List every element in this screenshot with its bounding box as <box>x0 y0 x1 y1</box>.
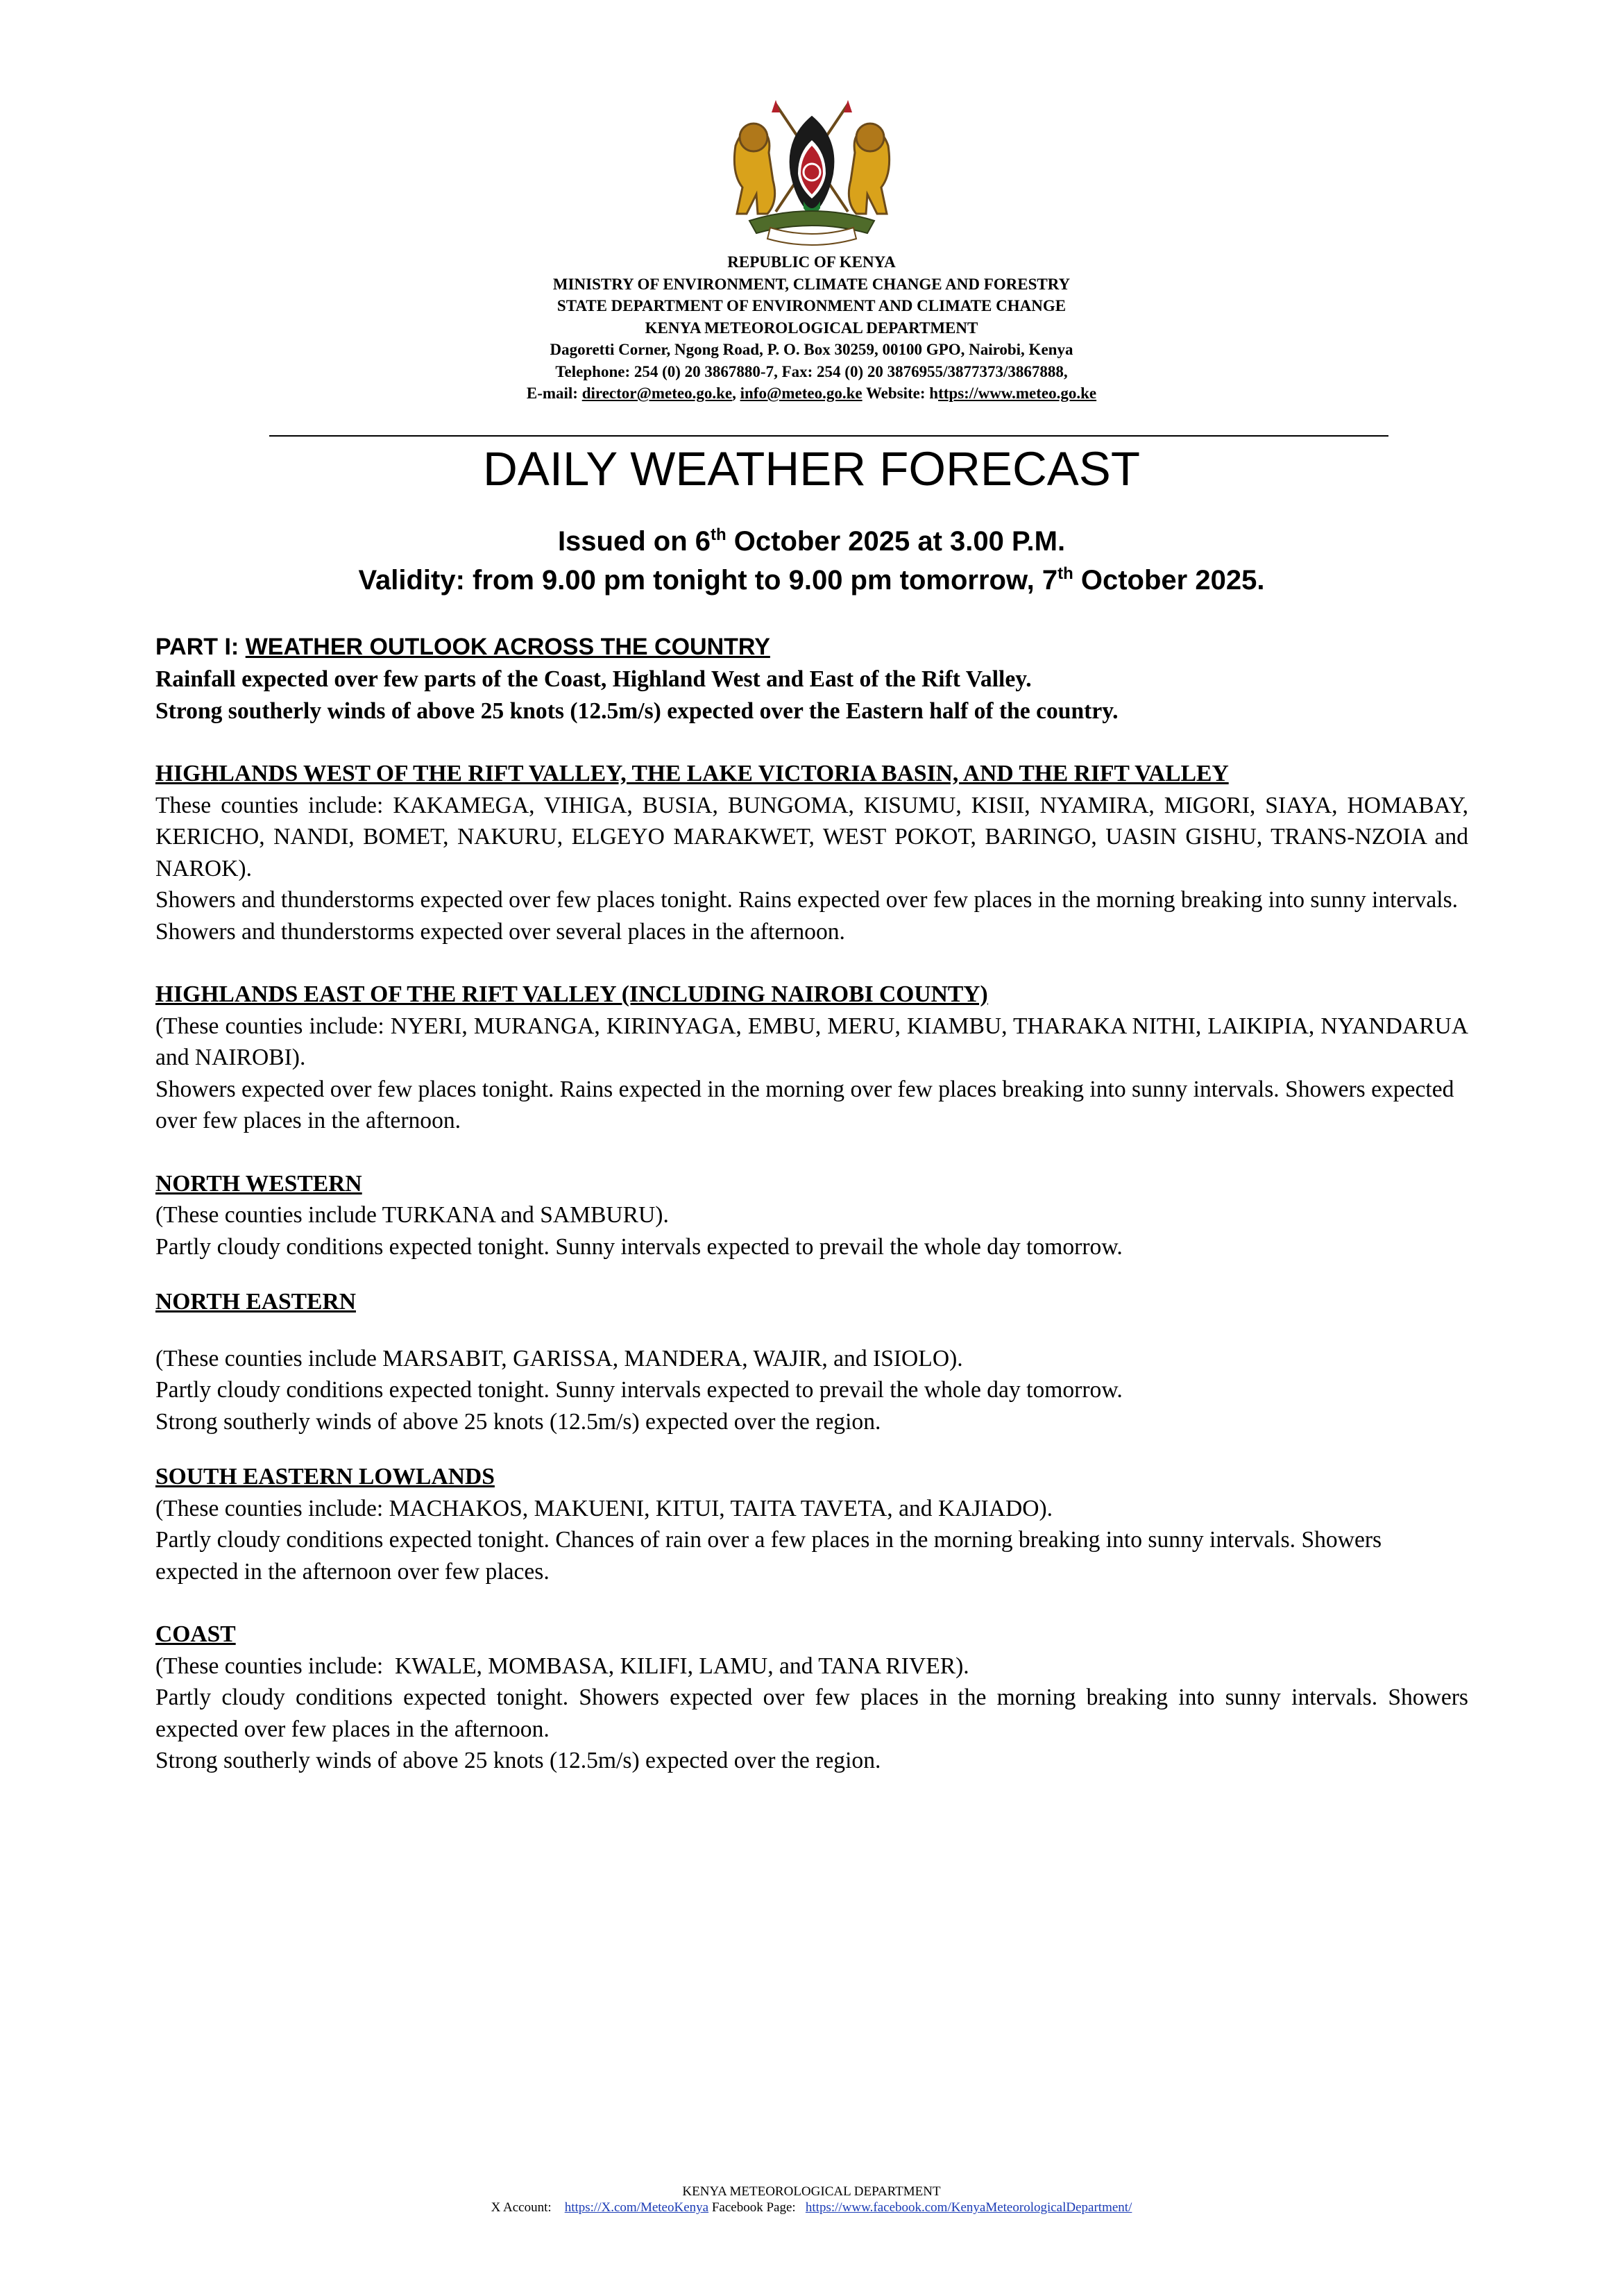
region-forecast-south-eastern: Partly cloudy conditions expected tonight. Chances of rain over a few places in the morning breaking into sunny intervals. Showers expected in the afternoon over few places. <box>155 1527 1382 1585</box>
issued-date: Issued on 6th October 2025 at 3.00 P.M. <box>557 525 1066 557</box>
footer-department: KENYA METEOROLOGICAL DEPARTMENT <box>682 2184 941 2199</box>
region-heading-coast: COAST <box>155 1621 236 1647</box>
header-contacts: E-mail: director@meteo.go.ke, info@meteo.go.ke Website: https://www.meteo.go.ke <box>526 385 1097 402</box>
region-heading-west: HIGHLANDS WEST OF THE RIFT VALLEY, THE LAKE VICTORIA BASIN, AND THE RIFT VALLEY <box>155 761 1229 786</box>
document-title: DAILY WEATHER FORECAST <box>483 442 1140 496</box>
facebook-link[interactable]: https://www.facebook.com/KenyaMeteorologicalDepartment/ <box>805 2200 1132 2215</box>
region-winds-coast: Strong southerly winds of above 25 knots (12.5m/s) expected over the region. <box>155 1748 881 1773</box>
region-heading-north-eastern: NORTH EASTERN <box>155 1289 356 1315</box>
part1-summary-winds: Strong southerly winds of above 25 knots (12.5m/s) expected over the Eastern half of the country. <box>155 698 1119 724</box>
letterhead <box>0 251 1623 405</box>
website-link[interactable]: ttps://www.meteo.go.ke <box>938 385 1097 402</box>
region-forecast-west: Showers and thunderstorms expected over few places tonight. Rains expected over few places in the morning breaking into sunny intervals. Showers and thunderstorms expected over several places in the afternoon. <box>155 887 1459 945</box>
region-counties-north-eastern: (These counties include MARSABIT, GARISSA, MANDERA, WAJIR, and ISIOLO). <box>155 1345 963 1371</box>
header-ministry: MINISTRY OF ENVIRONMENT, CLIMATE CHANGE AND FORESTRY <box>552 275 1071 293</box>
coat-of-arms-icon <box>722 97 902 246</box>
region-heading-south-eastern: SOUTH EASTERN LOWLANDS <box>155 1464 495 1489</box>
region-winds-north-eastern: Strong southerly winds of above 25 knots (12.5m/s) expected over the region. <box>155 1408 881 1435</box>
region-heading-east: HIGHLANDS EAST OF THE RIFT VALLEY (INCLUDING NAIROBI COUNTY) <box>155 981 988 1007</box>
validity-period: Validity: from 9.00 pm tonight to 9.00 pm tomorrow, 7th October 2025. <box>358 564 1265 596</box>
page-footer <box>0 2184 1623 2215</box>
region-counties-west: These counties include: KAKAMEGA, VIHIGA, BUSIA, BUNGOMA, KISUMU, KISII, NYAMIRA, MIGORI, SIAYA, HOMABAY, KERICHO, NANDI, BOMET, NAKURU, ELGEYO MARAKWET, WEST POKOT, BARINGO, UASIN GISHU, TRANS-NZOIA and NAROK). <box>155 792 1468 881</box>
email-director-link[interactable]: director@meteo.go.ke <box>581 385 733 402</box>
email-label: E-mail: <box>526 385 578 402</box>
region-counties-coast: (These counties include: KWALE, MOMBASA, KILIFI, LAMU, and TANA RIVER). <box>155 1653 969 1679</box>
region-forecast-north-western: Partly cloudy conditions expected tonight. Sunny intervals expected to prevail the whole day tomorrow. <box>155 1233 1123 1260</box>
region-counties-east: (These counties include: NYERI, MURANGA, KIRINYAGA, EMBU, MERU, KIAMBU, THARAKA NITHI, LAIKIPIA, NYANDARUA and NAIROBI). <box>155 1013 1468 1070</box>
x-account-label: X Account: <box>491 2200 552 2215</box>
region-counties-south-eastern: (These counties include: MACHAKOS, MAKUENI, KITUI, TAITA TAVETA, and KAJIADO). <box>155 1495 1053 1521</box>
footer-social <box>0 2200 1623 2215</box>
region-forecast-coast: Partly cloudy conditions expected tonight. Showers expected over few places in the morning breaking into sunny intervals. Showers expected over few places in the afternoon. <box>155 1685 1468 1742</box>
part1-summary-rainfall: Rainfall expected over few parts of the Coast, Highland West and East of the Rift Valley. <box>155 666 1032 692</box>
region-forecast-east: Showers expected over few places tonight. Rains expected in the morning over few places breaking into sunny intervals. Showers expected over few places in the afternoon. <box>155 1076 1454 1133</box>
region-counties-north-western: (These counties include TURKANA and SAMBURU). <box>155 1202 669 1228</box>
issue-info <box>0 522 1623 600</box>
website-label: Website: h <box>865 385 939 402</box>
header-department: KENYA METEOROLOGICAL DEPARTMENT <box>645 319 978 337</box>
region-heading-north-western: NORTH WESTERN <box>155 1170 362 1197</box>
header-telephone: Telephone: 254 (0) 20 3867880-7, Fax: 254 (0) 20 3876955/3877373/3867888, <box>555 362 1068 380</box>
forecast-body <box>155 630 1468 1777</box>
part1-heading: PART I: WEATHER OUTLOOK ACROSS THE COUNTRY <box>155 634 770 660</box>
email-info-link[interactable]: info@meteo.go.ke <box>740 385 863 402</box>
x-account-link[interactable]: https://X.com/MeteoKenya <box>564 2200 709 2215</box>
region-forecast-north-eastern: Partly cloudy conditions expected tonight. Sunny intervals expected to prevail the whole day tomorrow. <box>155 1377 1123 1403</box>
header-country: REPUBLIC OF KENYA <box>727 253 896 271</box>
header-address: Dagoretti Corner, Ngong Road, P. O. Box 30259, 00100 GPO, Nairobi, Kenya <box>550 341 1073 358</box>
header-state-department: STATE DEPARTMENT OF ENVIRONMENT AND CLIMATE CHANGE <box>556 297 1067 314</box>
facebook-label: Facebook Page: <box>708 2200 796 2215</box>
